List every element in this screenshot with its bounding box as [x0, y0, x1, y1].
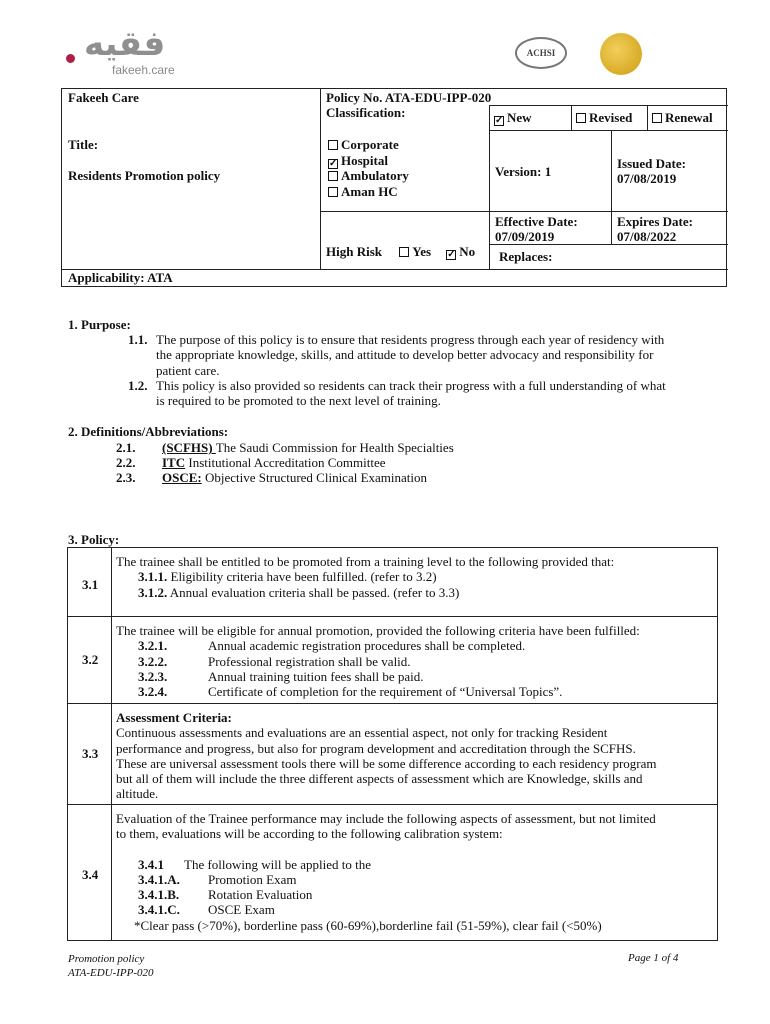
effective-date: Effective Date: 07/09/2019 — [495, 214, 578, 244]
version: Version: 1 — [495, 164, 552, 179]
checkbox-icon — [399, 247, 409, 257]
scope-item: Aman HC — [328, 184, 409, 200]
purpose-heading: 1. Purpose: — [68, 317, 131, 332]
checked-box-icon: ✓ — [495, 115, 504, 126]
applicability: Applicability: ATA — [68, 270, 173, 285]
logo-arabic: فقيه — [84, 24, 166, 64]
gold-seal-icon — [600, 33, 642, 75]
policy-heading: 3. Policy: — [68, 532, 120, 547]
definition-item: 2.2. ITC Institutional Accreditation Committee — [116, 455, 386, 470]
row-id: 3.4 — [82, 867, 99, 882]
policy-row-3-4: Evaluation of the Trainee performance may include the following aspects of assessment, but not limited to them, evaluations will be according to the following calibration system: 3.4.1 The following will be applied to the 3.4.1.A. Promotion Exam 3.4.1.B. Rotation Evaluation 3.4.1.C. OSCE Exam *Clear pass (>70%), borderline pass (60-69%),borderline fail (51-59%), clear fail (<50%) — [116, 811, 656, 933]
title-label: Title: — [68, 137, 99, 152]
logo-dot — [66, 54, 75, 63]
scope-list — [328, 137, 409, 199]
policy-number: Policy No. ATA-EDU-IPP-020 — [326, 90, 492, 105]
row-id: 3.3 — [82, 746, 99, 761]
definition-item: 2.1. (SCFHS) The Saudi Commission for Health Specialties — [116, 440, 454, 455]
fakeeh-logo — [66, 24, 216, 80]
class-renewal: Renewal — [652, 110, 713, 126]
achsi-badge — [515, 37, 567, 69]
scope-item: Ambulatory — [328, 168, 409, 184]
logo-english: fakeeh.care — [112, 63, 175, 77]
replaces: Replaces: — [499, 249, 553, 264]
definition-item: 2.3. OSCE: Objective Structured Clinical Examination — [116, 470, 428, 485]
high-risk: High Risk Yes ✓ No — [326, 244, 476, 260]
checkbox-icon — [328, 140, 338, 150]
policy-row-3-1: The trainee shall be entitled to be promoted from a training level to the following provided that: 3.1.1. Eligibility criteria have been fulfilled. (refer to 3.2) 3.1.2. Annual evaluation criteria shall be passed. (refer to 3.3) — [116, 554, 615, 600]
achsi-text: ACHSI — [526, 48, 556, 58]
checked-box-icon: ✓ — [329, 157, 338, 169]
checked-box-icon: ✓ — [447, 249, 456, 260]
classification-label: Classification: — [326, 105, 406, 120]
scope-item: Corporate — [328, 137, 409, 153]
expires-date: Expires Date: 07/08/2022 — [617, 214, 693, 244]
footer-left: Promotion policy ATA-EDU-IPP-020 — [68, 953, 154, 979]
policy-table — [67, 547, 718, 941]
definitions-heading: 2. Definitions/Abbreviations: — [68, 424, 229, 439]
policy-row-3-3: Assessment Criteria: Continuous assessments and evaluations are an essential aspect, not only for tracking Resident performance and progress, but also for program development and accreditation through the SCFHS. These are universal assessment tools there will be some difference according to each residency program but all of them will include the three different aspects of assessment which are Knowledge, skills and altitude. — [116, 710, 657, 802]
checkbox-icon — [652, 113, 662, 123]
scope-item: ✓ Hospital — [329, 152, 388, 169]
issued-date: Issued Date: 07/08/2019 — [617, 156, 686, 186]
class-revised: Revised — [576, 110, 632, 126]
row-id: 3.1 — [82, 577, 99, 592]
class-new: ✓ New — [495, 110, 532, 126]
title-value: Residents Promotion policy — [68, 168, 221, 183]
purpose-item: 1.2. This policy is also provided so residents can track their progress with a full understanding of what is required to be promoted to the next level of training. — [128, 378, 666, 409]
row-id: 3.2 — [82, 652, 99, 667]
checkbox-icon — [328, 187, 338, 197]
policy-header-table — [61, 88, 727, 287]
purpose-item: 1.1. The purpose of this policy is to ensure that residents progress through each year of residency with the appropriate knowledge, skills, and attitude to develop better advocacy and responsibility for patient care. — [128, 332, 665, 378]
org-name: Fakeeh Care — [68, 90, 139, 105]
policy-row-3-2: The trainee will be eligible for annual promotion, provided the following criteria have been fulfilled: 3.2.1. Annual academic registration procedures shall be completed. 3.2.2. Professional registration shall be valid. 3.2.3. Annual training tuition fees shall be paid. 3.2.4. Certificate of completion for the requirement of “Universal Topics”. — [116, 623, 640, 700]
checkbox-icon — [576, 113, 586, 123]
page-number: Page 1 of 4 — [628, 952, 679, 964]
checkbox-icon — [328, 171, 338, 181]
